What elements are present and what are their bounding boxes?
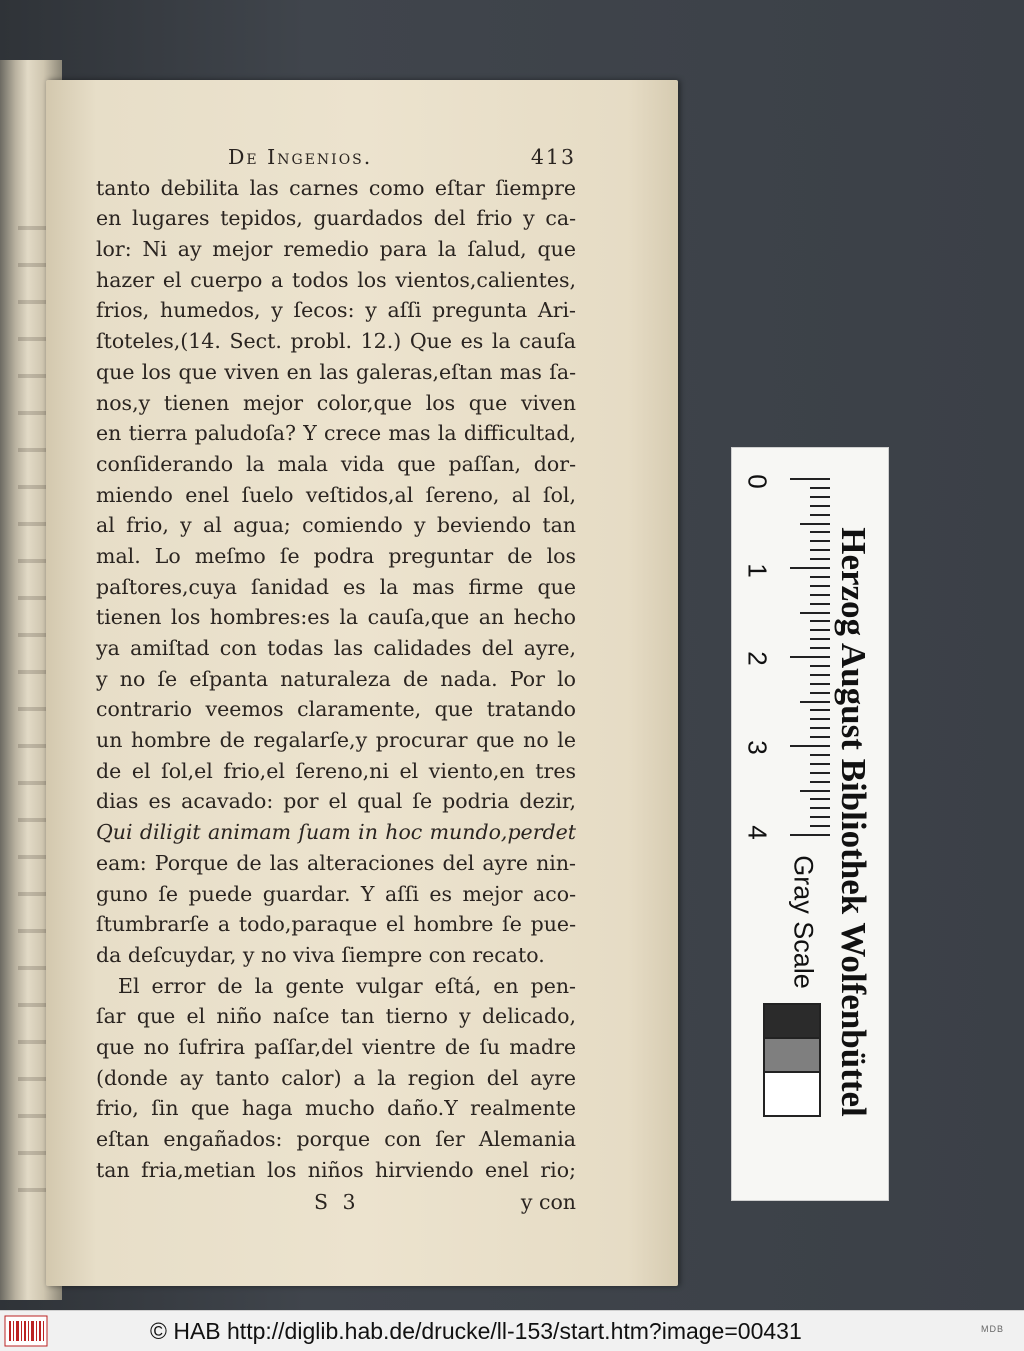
text-line: de el ſol,el frio,el ſereno,ni el viento,en tres — [96, 758, 576, 783]
ruler-tick — [810, 825, 830, 827]
ruler-tick — [800, 523, 830, 525]
ruler-tick — [810, 709, 830, 711]
ruler-tick — [790, 478, 830, 480]
text-line: hazer el cuerpo a todos los vientos,calientes, — [96, 267, 576, 292]
ruler-tick — [810, 505, 830, 507]
ruler-tick — [810, 727, 830, 729]
page-text-block — [96, 142, 576, 1218]
ruler-tick — [790, 656, 830, 658]
text-line: conſiderando la mala vida que paſſan, dor- — [96, 451, 576, 476]
ruler-tick — [810, 772, 830, 774]
text-line: al frio, y al agua; comiendo y beviendo tan — [96, 513, 576, 538]
text-line: ſtoteles,(14. Sect. probl. 12.) Que es la cauſa — [96, 329, 576, 354]
text-line: tanto debilita las carnes como eſtar ſiempre — [96, 175, 576, 200]
ruler-tick — [810, 629, 830, 631]
ruler-tick — [810, 665, 830, 667]
text-line: ſar que el niño naſce tan tierno y delicado, — [96, 1004, 576, 1029]
ruler-tick — [810, 736, 830, 738]
text-line: que no ſufrira paſſar,del vientre de ſu madre — [96, 1034, 576, 1059]
text-line: tienen los hombres:es la cauſa,que an hecho — [96, 605, 576, 630]
library-name: Herzog August Bibliothek Wolfenbüttel — [834, 527, 873, 1117]
ruler-tick — [790, 745, 830, 747]
text-line: frios, humedos, y ſecos: y aſſi pregunta Ari- — [96, 298, 576, 323]
text-line: ya amiſtad con todas las calidades del ayre, — [96, 636, 576, 660]
ruler-tick — [810, 576, 830, 578]
ruler-tick — [810, 798, 830, 800]
ruler-tick — [800, 701, 830, 703]
ruler-tick — [810, 531, 830, 533]
text-line: eſtan engañados: porque con ſer Alemania — [96, 1127, 576, 1151]
text-line-latin-quote: Qui diligit animam ſuam in hoc mundo,perdet — [96, 820, 576, 845]
ruler-tick — [810, 763, 830, 765]
page-footer — [96, 1187, 576, 1218]
scale-number: 1 — [742, 563, 773, 578]
ruler-tick — [810, 603, 830, 605]
scale-number: 2 — [742, 651, 773, 666]
ruler-tick — [810, 807, 830, 809]
copyright-url-link[interactable]: © HAB http://diglib.hab.de/drucke/ll-153/start.htm?image=00431 — [150, 1318, 802, 1344]
hab-logo-icon — [4, 1315, 48, 1347]
ruler-tick — [810, 496, 830, 498]
ruler-tick — [790, 834, 830, 836]
ruler-tick — [810, 816, 830, 818]
ruler-tick — [810, 558, 830, 560]
text-line: nos,y tienen mejor color,que los que viven — [96, 390, 576, 415]
ruler-tick — [810, 549, 830, 551]
text-line: en tierra paludoſa? Y crece mas la difficultad, — [96, 421, 576, 446]
ruler-tick — [810, 781, 830, 783]
text-line: lor: Ni ay mejor remedio para la ſalud, que — [96, 237, 576, 262]
text-line: y no ſe eſpanta naturaleza de nada. Por lo — [96, 666, 576, 691]
ruler-tick — [810, 514, 830, 516]
scale-number: 0 — [742, 474, 773, 489]
ruler-tick — [810, 683, 830, 685]
ruler-tick — [810, 647, 830, 649]
ruler-tick — [810, 674, 830, 676]
text-line: frio, ſin que haga mucho daño.Y realmente — [96, 1096, 576, 1121]
gray-swatch-dark — [763, 1003, 821, 1041]
text-line: guno ſe puede guardar. Y aſſi es mejor aco- — [96, 881, 576, 906]
text-line: eam: Porque de las alteraciones del ayre nin- — [96, 850, 576, 875]
scale-number: 4 — [742, 825, 773, 840]
gray-swatch-light — [763, 1071, 821, 1117]
ruler-tick — [810, 638, 830, 640]
viewer-footer-bar — [0, 1310, 1024, 1351]
ruler-tick — [810, 718, 830, 720]
ruler-tick — [810, 594, 830, 596]
ruler-tick — [810, 620, 830, 622]
text-line: (donde ay tanto calor) a la region del ayre — [96, 1065, 576, 1090]
text-line: que los que viven en las galeras,eſtan mas ſa- — [96, 359, 576, 384]
text-line: contrario veemos claramente, que tratando — [96, 697, 576, 722]
ruler-tick — [800, 790, 830, 792]
text-line: dias es acavado: por el qual ſe podria dezir, — [96, 789, 576, 814]
text-line: mal. Lo meſmo ſe podra preguntar de los — [96, 543, 576, 568]
scale-number: 3 — [742, 740, 773, 755]
ruler-tick — [810, 585, 830, 587]
ruler-tick — [810, 487, 830, 489]
signature-mark: S 3 — [314, 1190, 360, 1215]
text-line-paragraph-end: da deſcuydar, y no viva ſiempre con recato. — [96, 942, 545, 967]
text-line-paragraph-start: El error de la gente vulgar eſtá, en pen- — [118, 973, 576, 998]
running-head — [96, 142, 576, 173]
ruler-tick — [800, 612, 830, 614]
text-line: miendo enel ſuelo veſtidos,al ſereno, al ſol, — [96, 482, 576, 507]
text-line: un hombre de regalarſe,y procurar que no le — [96, 728, 576, 753]
page-number: 413 — [530, 145, 576, 169]
text-line: tan fria,metian los niños hirviendo enel rio; — [96, 1157, 576, 1182]
catchword: y con — [520, 1190, 576, 1215]
ruler-tick — [810, 540, 830, 542]
gray-swatch-mid — [763, 1037, 821, 1075]
text-line: ſtumbrarſe a todo,paraque el hombre ſe pue- — [96, 912, 576, 937]
ruler-tick — [810, 754, 830, 756]
ruler-tick — [790, 567, 830, 569]
gray-scale-label: Gray Scale — [788, 855, 819, 989]
text-line: en lugares tepidos, guardados del frio y ca- — [96, 206, 576, 231]
ruler-tick — [810, 692, 830, 694]
text-line: paſtores,cuya ſanidad es la mas firme que — [96, 574, 576, 599]
ruler-ticks — [790, 478, 830, 838]
running-head-title: De Ingenios. — [228, 145, 373, 169]
corner-mark: MDB — [981, 1324, 1004, 1334]
